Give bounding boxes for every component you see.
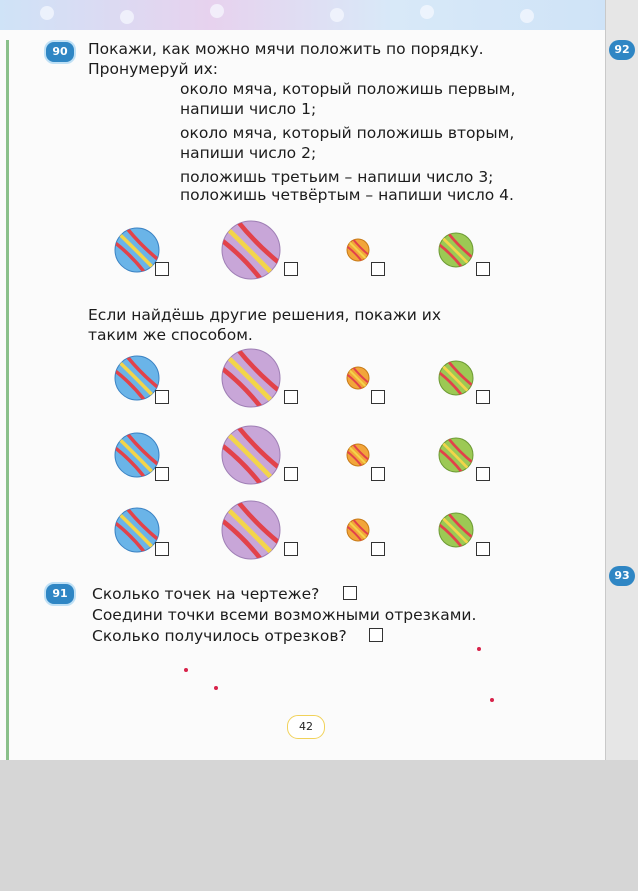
order-answer-box[interactable]	[371, 467, 385, 481]
green-ball	[437, 436, 475, 474]
order-answer-box[interactable]	[371, 542, 385, 556]
task-90-line-4: напиши число 1;	[180, 100, 317, 118]
blue-ball	[113, 431, 161, 479]
order-answer-box[interactable]	[284, 390, 298, 404]
order-answer-box[interactable]	[284, 467, 298, 481]
page-number: 42	[287, 715, 325, 739]
purple-ball	[220, 424, 282, 486]
drawing-point[interactable]	[184, 668, 188, 672]
task-90-line-8: положишь четвёртым – напиши число 4.	[180, 186, 514, 204]
green-ball	[437, 511, 475, 549]
order-answer-box[interactable]	[476, 262, 490, 276]
order-answer-box[interactable]	[476, 542, 490, 556]
blue-ball	[113, 506, 161, 554]
order-answer-box[interactable]	[155, 262, 169, 276]
purple-ball	[220, 499, 282, 561]
orange-ball	[345, 237, 371, 263]
drawing-point[interactable]	[477, 647, 481, 651]
drawing-point[interactable]	[214, 686, 218, 690]
next-task-badge-92: 92	[609, 40, 635, 60]
other-solutions-line-1: Если найдёшь другие решения, покажи их	[88, 306, 442, 324]
task-90-line-1: Покажи, как можно мячи положить по порядку.	[88, 40, 484, 58]
decorative-banner	[0, 0, 605, 30]
task-90-line-7: положишь третьим – напиши число 3;	[180, 168, 494, 186]
purple-ball	[220, 347, 282, 409]
margin-rule	[6, 40, 9, 760]
task-91-line-2: Соедини точки всеми возможными отрезками.	[92, 606, 477, 624]
green-ball	[437, 231, 475, 269]
task-90-badge: 90	[44, 40, 76, 64]
answer-box-segments[interactable]	[369, 628, 383, 642]
orange-ball	[345, 442, 371, 468]
task-90-line-6: напиши число 2;	[180, 144, 317, 162]
task-90-line-3: около мяча, который положишь первым,	[180, 80, 516, 98]
orange-ball	[345, 517, 371, 543]
order-answer-box[interactable]	[284, 262, 298, 276]
scan-background	[0, 760, 638, 891]
blue-ball	[113, 226, 161, 274]
order-answer-box[interactable]	[371, 262, 385, 276]
next-page-edge	[605, 0, 638, 760]
task-90-line-2: Пронумеруй их:	[88, 60, 218, 78]
green-ball	[437, 359, 475, 397]
order-answer-box[interactable]	[476, 390, 490, 404]
blue-ball	[113, 354, 161, 402]
purple-ball	[220, 219, 282, 281]
order-answer-box[interactable]	[284, 542, 298, 556]
task-90-line-5: около мяча, который положишь вторым,	[180, 124, 515, 142]
orange-ball	[345, 365, 371, 391]
order-answer-box[interactable]	[476, 467, 490, 481]
order-answer-box[interactable]	[371, 390, 385, 404]
task-91-line-3: Сколько получилось отрезков?	[92, 627, 347, 645]
order-answer-box[interactable]	[155, 542, 169, 556]
order-answer-box[interactable]	[155, 390, 169, 404]
other-solutions-line-2: таким же способом.	[88, 326, 253, 344]
next-task-badge-93: 93	[609, 566, 635, 586]
order-answer-box[interactable]	[155, 467, 169, 481]
drawing-point[interactable]	[490, 698, 494, 702]
task-91-badge: 91	[44, 582, 76, 606]
task-91-line-1: Сколько точек на чертеже?	[92, 585, 320, 603]
answer-box-points[interactable]	[343, 586, 357, 600]
